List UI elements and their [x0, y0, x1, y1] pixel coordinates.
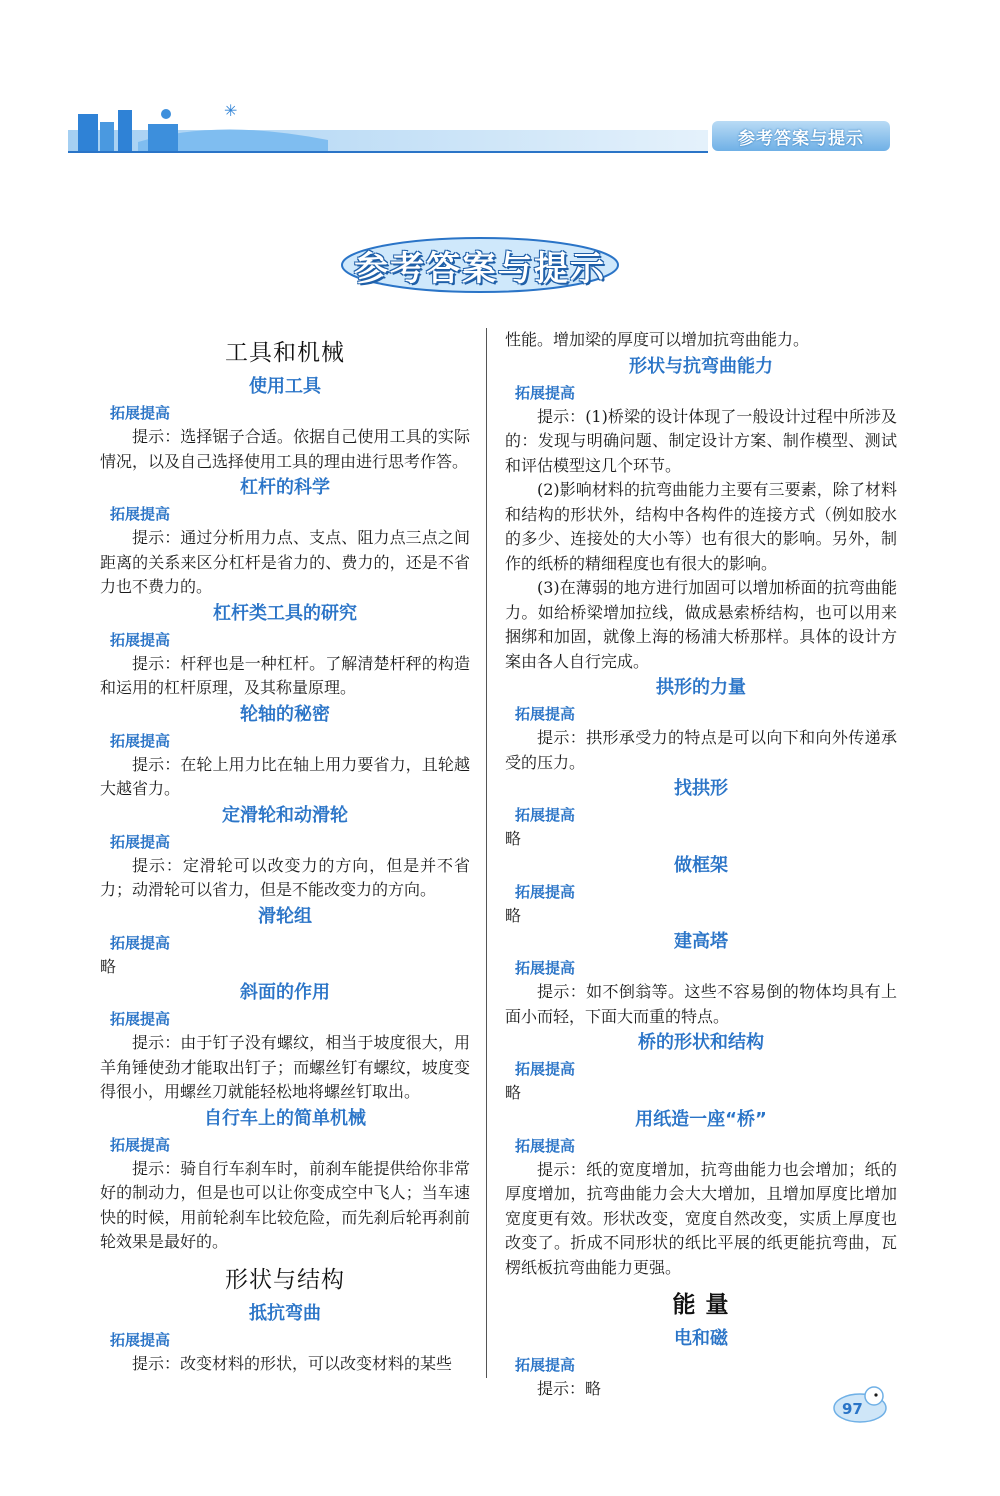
section-title: 拱形的力量	[656, 677, 746, 698]
answer-text: 提示：骑自行车刹车时，前刹车能提供给你非常好的制动力，但是也可以让你变成空中飞人；当车速快的时候，用前轮刹车比较危险，而先刹后轮再刹前轮效果是最好的。	[100, 1158, 470, 1251]
subsection-label: 拓展提高	[110, 630, 171, 649]
section-title: 斜面的作用	[240, 982, 330, 1003]
subsection-label: 拓展提高	[515, 959, 576, 977]
answer-text: 提示：杆秤也是一种杠杆。了解清楚杆秤的构造和运用的杠杆原理，及其称量原理。	[100, 653, 470, 697]
subsection-label: 拓展提高	[515, 882, 576, 901]
subsection-label: 拓展提高	[110, 404, 171, 422]
section-title: 找拱形	[674, 778, 728, 799]
page-number-mascot-icon	[830, 1384, 890, 1424]
section-title: 抵抗弯曲	[249, 1302, 321, 1324]
subsection-label: 拓展提高	[515, 1356, 576, 1374]
header-section-label: 参考答案与提示	[712, 121, 890, 151]
section-title: 滑轮组	[258, 905, 312, 927]
continued-text: 性能。增加梁的厚度可以增加抗弯曲能力。	[505, 330, 810, 349]
chapter-heading: 形状与结构	[225, 1266, 345, 1293]
answer-text: (2)影响材料的抗弯曲能力主要有三要素，除了材料和结构的形状外，结构中各构件的连接方式（例如胶水的多少、连接处的大小等）也有很大的影响。另外，制作的纸桥的精细程度也有很大的影响。	[505, 480, 897, 573]
subsection-label: 拓展提高	[515, 705, 576, 723]
chapter-heading: 能 量	[672, 1292, 730, 1318]
answer-text: 提示：通过分析用力点、支点、阻力点三点之间距离的关系来区分杠杆是省力的、费力的，还是不省力也不费力的。	[100, 528, 470, 596]
answer-text: 略	[100, 956, 117, 976]
page-number: 97	[842, 1400, 863, 1418]
section-title: 桥的形状和结构	[638, 1032, 764, 1053]
answer-text: 提示：如不倒翁等。这些不容易倒的物体均具有上面小而轻，下面大而重的特点。	[505, 982, 897, 1026]
answer-text: 提示：拱形承受力的特点是可以向下和向外传递承受的压力。	[505, 728, 897, 772]
chapter-heading: 工具和机械	[225, 340, 345, 366]
answer-text: 提示：选择锯子合适。依据自己使用工具的实际情况，以及自己选择使用工具的理由进行思考作答。	[100, 427, 470, 471]
section-title: 形状与抗弯曲能力	[629, 355, 773, 377]
subsection-label: 拓展提高	[515, 806, 576, 824]
subsection-label: 拓展提高	[515, 383, 576, 402]
answer-text: 提示：略	[537, 1379, 602, 1398]
page-title: 参考答案与提示	[354, 248, 606, 289]
svg-text:✳: ✳	[224, 101, 238, 120]
subsection-label: 拓展提高	[110, 933, 171, 952]
section-title: 建高塔	[674, 931, 728, 952]
subsection-label: 拓展提高	[110, 505, 171, 523]
section-title: 做框架	[674, 854, 728, 876]
title-banner	[340, 236, 620, 294]
answer-text: 略	[505, 829, 522, 848]
section-title: 用纸造一座“桥”	[635, 1108, 767, 1130]
answer-text: 提示：纸的宽度增加，抗弯曲能力也会增加；纸的厚度增加，抗弯曲能力会大大增加，且增加厚度比增加宽度更有效。形状改变，宽度自然改变，实质上厚度也改变了。折成不同形状的纸比平展的纸更能抗弯曲，瓦楞纸板抗弯曲能力更强。	[505, 1159, 897, 1277]
answer-text: 略	[505, 905, 522, 925]
subsection-label: 拓展提高	[515, 1060, 576, 1078]
subsection-label: 拓展提高	[110, 1330, 171, 1349]
answer-text: 提示：(1)桥梁的设计体现了一般设计过程中所涉及的：发现与明确问题、制定设计方案、制作模型、测试和评估模型这几个环节。	[505, 406, 897, 475]
section-title: 杠杆的科学	[240, 477, 330, 498]
section-title: 电和磁	[674, 1328, 728, 1349]
subsection-label: 拓展提高	[110, 832, 171, 851]
answer-text: 提示：由于钉子没有螺纹，相当于坡度很大，用羊角锤使劲才能取出钉子；而螺丝钉有螺纹，坡度变得很小，用螺丝刀就能轻松地将螺丝钉取出。	[100, 1033, 470, 1101]
section-title: 定滑轮和动滑轮	[222, 804, 348, 826]
section-title: 轮轴的秘密	[240, 703, 330, 725]
left-column	[100, 328, 470, 1376]
answer-text: 提示：在轮上用力比在轴上用力要省力，且轮越大越省力。	[100, 754, 470, 798]
right-column	[505, 328, 897, 1402]
subsection-label: 拓展提高	[110, 1010, 171, 1028]
subsection-label: 拓展提高	[110, 731, 171, 750]
subsection-label: 拓展提高	[110, 1135, 171, 1154]
subsection-label: 拓展提高	[515, 1136, 576, 1155]
answer-text: 提示：改变材料的形状，可以改变材料的某些	[132, 1353, 453, 1373]
answer-text: (3)在薄弱的地方进行加固可以增加桥面的抗弯曲能力。如给桥梁增加拉线，做成悬索桥结构，也可以用来捆绑和加固，就像上海的杨浦大桥那样。具体的设计方案由各人自行完成。	[505, 578, 897, 671]
answer-text: 略	[505, 1083, 522, 1102]
column-divider	[486, 328, 487, 1378]
section-title: 自行车上的简单机械	[204, 1107, 366, 1129]
answer-text: 提示：定滑轮可以改变力的方向，但是并不省力；动滑轮可以省力，但是不能改变力的方向。	[100, 855, 470, 899]
section-title: 杠杆类工具的研究	[213, 602, 357, 624]
section-title: 使用工具	[249, 376, 321, 397]
